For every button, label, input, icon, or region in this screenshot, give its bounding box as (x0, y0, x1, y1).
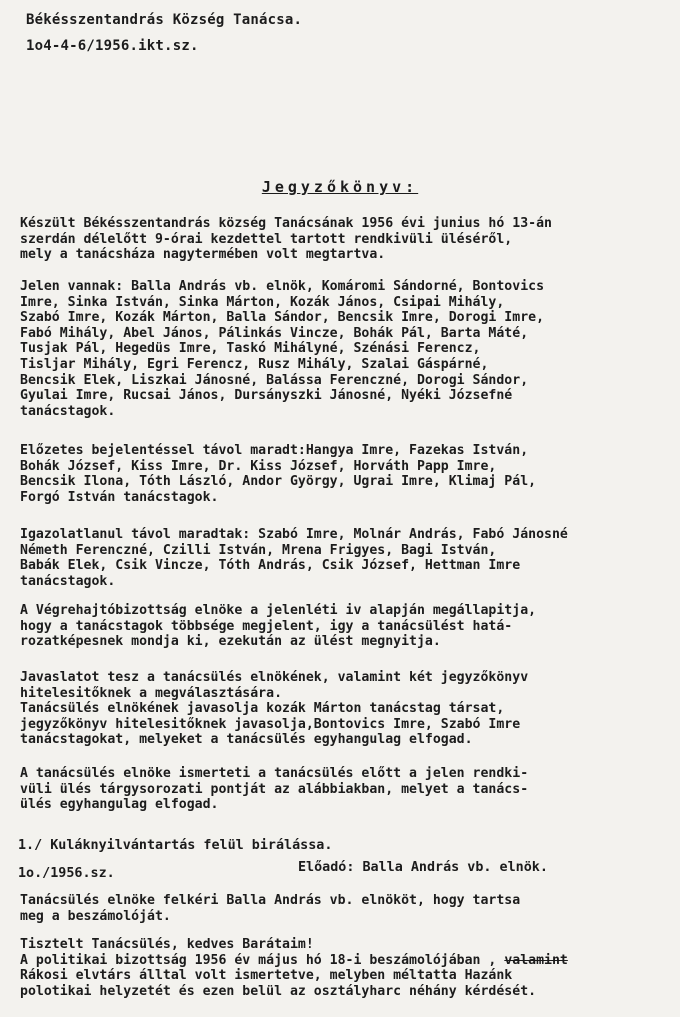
text-line: Tanácsülés elnökének javasolja kozák Márton tanácstag társat, (20, 701, 505, 717)
agenda-reference: 1o./1956.sz. (18, 866, 115, 881)
text-line: szerdán délelőtt 9-órai kezdettel tartott rendkivüli üléséről, (20, 231, 513, 247)
excused-absent-paragraph (20, 443, 670, 505)
text-line: polotikai helyzetét és ezen belül az osztályharc néhány kérdését. (20, 983, 537, 999)
text-line (20, 953, 670, 969)
text-line: Készült Békésszentandrás község Tanácsának 1956 évi junius hó 13-án (20, 216, 552, 231)
text-line: ülés egyhangulag elfogad. (20, 797, 219, 813)
agenda-speaker: Előadó: Balla András vb. elnök. (298, 860, 548, 875)
struck-word: valamint (504, 952, 568, 968)
document-title: Jegyzőkönyv: (261, 178, 419, 196)
report-opening-paragraph (20, 937, 670, 999)
text-line: Előzetes bejelentéssel távol maradt:Hangya Imre, Fazekas István, (20, 443, 529, 458)
quorum-paragraph (20, 603, 670, 650)
text-line: Igazolatlanul távol maradtak: Szabó Imre, Molnár András, Fabó Jánosné (20, 527, 568, 542)
election-paragraph (20, 670, 670, 748)
text-line: Javaslatot tesz a tanácsülés elnökének, valamint két jegyzőkönyv (20, 670, 529, 685)
text-line-start: A politikai bizottság 1956 év május hó 18-i beszámolójában , (20, 952, 505, 968)
text-line: Rákosi elvtárs álltal volt ismertetve, melyben méltatta Hazánk (20, 968, 513, 984)
text-line: vüli ülés tárgysorozati pontját az alábbiakban, melyet a tanács- (20, 781, 529, 797)
text-line: tanácstagok. (20, 403, 116, 419)
text-line: Babák Elek, Csik Vincze, Tóth András, Csik József, Hettman Imre (20, 558, 521, 574)
present-members-paragraph (20, 279, 670, 419)
text-line: Imre, Sinka István, Sinka Márton, Kozák János, Csipai Mihály, (20, 294, 505, 310)
text-line: Fabó Mihály, Ábel János, Pálinkás Vincze, Bohák Pál, Barta Máté, (20, 325, 529, 341)
text-line: Tisljar Mihály, Egri Ferencz, Rusz Mihály, Szalai Gáspárné, (20, 356, 489, 372)
text-line: Bencsik Elek, Liszkai Jánosné, Balássa Ferenczné, Dorogi Sándor, (20, 372, 529, 388)
text-line: Bohák József, Kiss Imre, Dr. Kiss József, Horváth Papp Imre, (20, 458, 497, 474)
text-line: hogy a tanácstagok többsége megjelent, igy a tanácsülést hatá- (20, 618, 513, 634)
text-line: Tusjak Pál, Hegedüs Imre, Taskó Mihályné, Szénási Ferencz, (20, 341, 481, 357)
registry-number: 1o4-4-6/1956.ikt.sz. (26, 38, 199, 54)
text-line: tanácstagok. (20, 573, 116, 589)
text-line: hitelesitőknek a megválasztására. (20, 685, 283, 701)
text-line: jegyzőkönyv hitelesitőknek javasolja,Bontovics Imre, Szabó Imre (20, 716, 521, 732)
text-line: A Végrehajtóbizottság elnöke a jelenléti iv alapján megállapitja, (20, 603, 537, 618)
intro-paragraph (20, 216, 670, 263)
issuer-line: Békésszentandrás Község Tanácsa. (26, 12, 303, 28)
text-line: Gyulai Imre, Rucsai János, Dursányszki Jánosné, Nyéki Józsefné (20, 388, 513, 404)
text-line: A tanácsülés elnöke ismerteti a tanácsülés előtt a jelen rendki- (20, 766, 529, 781)
agenda-item: 1./ Kuláknyilvántartás felül birálássa. (18, 838, 333, 853)
unexcused-absent-paragraph (20, 527, 670, 589)
text-line: Jelen vannak: Balla András vb. elnök, Komáromi Sándorné, Bontovics (20, 279, 545, 294)
text-line: mely a tanácsháza nagytermében volt megtartva. (20, 247, 386, 263)
text-line: meg a beszámolóját. (20, 908, 171, 924)
report-request-paragraph (20, 893, 670, 924)
text-line: rozatképesnek mondja ki, ezekután az ülést megnyitja. (20, 634, 441, 650)
text-line: Forgó István tanácstagok. (20, 489, 219, 505)
text-line: Tanácsülés elnöke felkéri Balla András vb. elnököt, hogy tartsa (20, 893, 521, 908)
agenda-intro-paragraph (20, 766, 670, 813)
text-line: Tisztelt Tanácsülés, kedves Barátaim! (20, 937, 314, 952)
text-line: Bencsik Ilona, Tóth László, Andor György, Ugrai Imre, Klimaj Pál, (20, 474, 537, 490)
text-line: tanácstagokat, melyeket a tanácsülés egyhangulag elfogad. (20, 732, 473, 748)
text-line: Szabó Imre, Kozák Márton, Balla Sándor, Bencsik Imre, Dorogi Imre, (20, 310, 545, 326)
text-line: Németh Ferenczné, Czilli István, Mrena Frigyes, Bagi István, (20, 542, 497, 558)
